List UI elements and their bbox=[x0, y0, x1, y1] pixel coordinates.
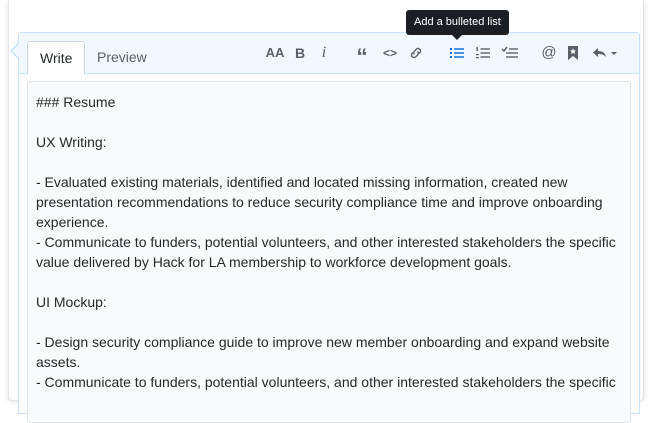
editor-line: assets. bbox=[36, 354, 81, 370]
mention-icon[interactable]: @ bbox=[541, 44, 557, 61]
quote-icon[interactable]: “ bbox=[356, 44, 368, 69]
bold-icon[interactable]: B bbox=[294, 45, 306, 61]
editor-line: - Evaluated existing materials, identified and located missing information, created new bbox=[36, 174, 568, 190]
blank-line bbox=[36, 312, 622, 332]
comment-editor bbox=[18, 32, 640, 414]
numbered-list-icon[interactable] bbox=[475, 44, 491, 62]
tab-write[interactable]: Write bbox=[27, 41, 85, 75]
link-icon[interactable] bbox=[407, 44, 425, 62]
tab-preview[interactable]: Preview bbox=[97, 49, 147, 65]
editor-line: - Communicate to funders, potential volunteers, and other interested stakeholders the specific bbox=[36, 374, 616, 390]
italic-icon[interactable]: i bbox=[321, 44, 327, 61]
editor-header bbox=[19, 33, 639, 74]
comment-textarea[interactable] bbox=[27, 81, 631, 423]
markdown-toolbar bbox=[19, 33, 639, 73]
text-size-icon[interactable]: AA bbox=[265, 45, 285, 60]
editor-line: experience. bbox=[36, 214, 109, 230]
editor-line: presentation recommendations to reduce security compliance time and improve onboarding bbox=[36, 194, 603, 210]
blank-line bbox=[36, 112, 622, 132]
editor-line: value delivered by Hack for LA membership to workforce development goals. bbox=[36, 254, 512, 270]
blank-line bbox=[36, 152, 622, 172]
task-list-icon[interactable] bbox=[501, 44, 519, 62]
editor-line: - Design security compliance guide to improve new member onboarding and expand website bbox=[36, 334, 610, 350]
editor-line: - Communicate to funders, potential volunteers, and other interested stakeholders the specific bbox=[36, 234, 616, 250]
chevron-down-icon bbox=[611, 52, 617, 55]
blank-line bbox=[36, 272, 622, 292]
editor-line: UI Mockup: bbox=[36, 294, 107, 310]
tooltip-bulleted-list: Add a bulleted list bbox=[406, 10, 509, 35]
editor-line: UX Writing: bbox=[36, 134, 107, 150]
bulleted-list-icon[interactable] bbox=[449, 44, 465, 62]
bookmark-icon[interactable] bbox=[566, 44, 580, 62]
editor-line: ### Resume bbox=[36, 94, 116, 110]
reply-icon[interactable] bbox=[591, 44, 619, 62]
editor-text bbox=[28, 82, 630, 402]
code-icon[interactable]: <> bbox=[382, 46, 397, 60]
